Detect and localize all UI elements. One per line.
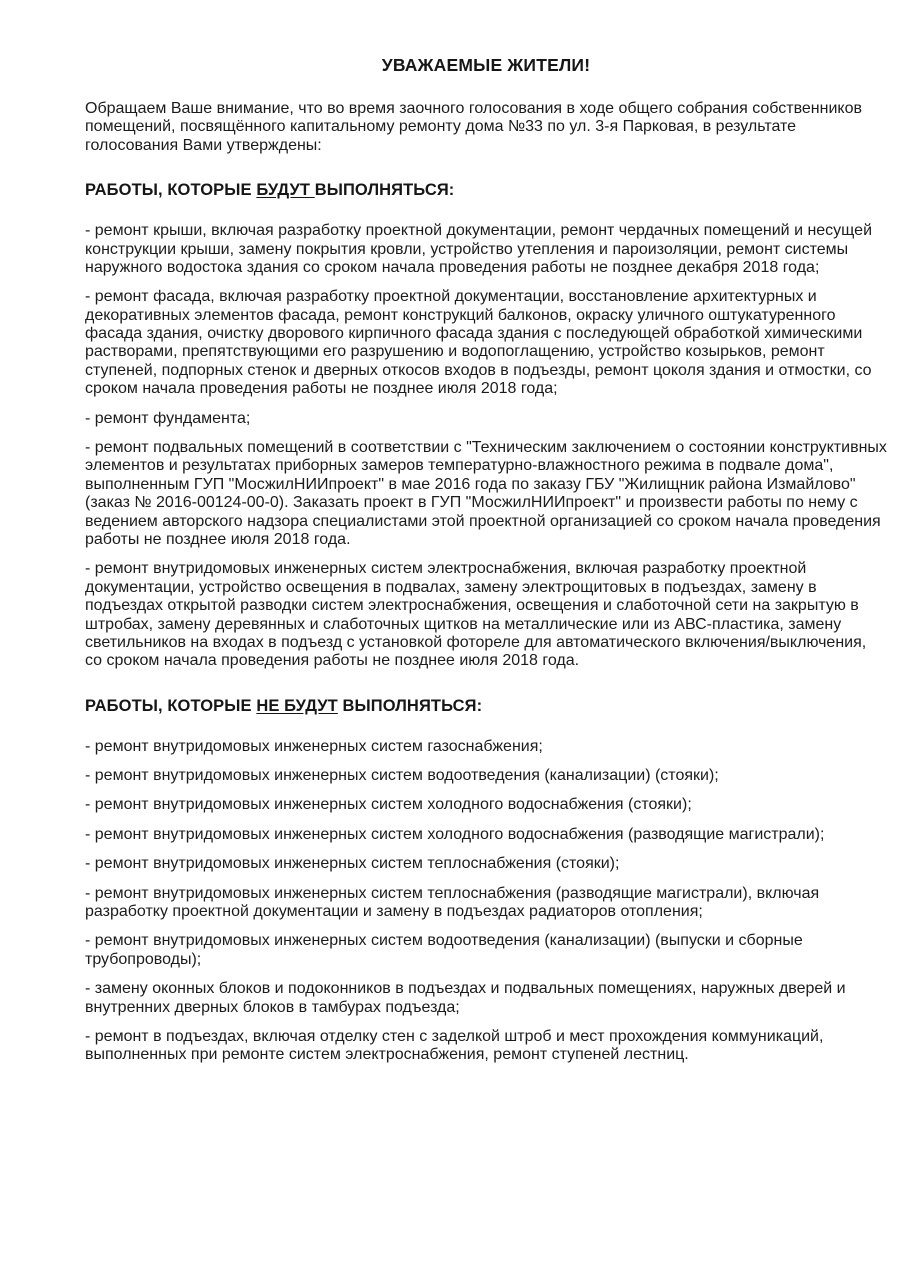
page-title: УВАЖАЕМЫЕ ЖИТЕЛИ!	[381, 55, 591, 75]
section-will-not-heading	[85, 697, 887, 716]
list-item: - ремонт внутридомовых инженерных систем водоотведения (канализации) (стояки);	[85, 767, 719, 785]
list-item: - ремонт в подъездах, включая отделку стен с заделкой штроб и мест прохождения коммуникаций, выполненных при ремонте систем электроснабжения, ремонт ступеней лестниц.	[85, 1028, 824, 1064]
list-item: - ремонт внутридомовых инженерных систем электроснабжения, включая разработку проектной документации, устройство освещения в подвалах, замену электрощитовых в подъездах, замену в подъездах открытой разводки систем электроснабжения, освещения и слаботочной сети на закрытую в штробах, замену деревянных и слаботочных щитков на металлические или из АВС-пластика, замену светильников на входах в подъезд с установкой фотореле для автоматического включения/выключения, со сроком начала проведения работы не позднее июля 2018 года.	[85, 560, 867, 670]
list-item: - ремонт крыши, включая разработку проектной документации, ремонт чердачных помещений и несущей конструкции крыши, замену покрытия кровли, устройство утепления и пароизоляции, ремонт системы наружного водостока здания со сроком начала проведения работы не позднее декабря 2018 года;	[85, 222, 872, 276]
list-item: - ремонт внутридомовых инженерных систем холодного водоснабжения (стояки);	[85, 796, 692, 814]
list-item: - ремонт фасада, включая разработку проектной документации, восстановление архитектурных и декоративных элементов фасада, ремонт конструкций балконов, окраску уличного оштукатуренного фасада здания, очистку дворового кирпичного фасада здания с последующей обработкой химическими растворами, препятствующими его разрушению и водопоглащению, устройство козырьков, ремонт ступеней, подпорных стенок и дверных откосов входов в подъезды, ремонт цоколя здания и отмостки, со сроком начала проведения работы не позднее июля 2018 года;	[85, 288, 872, 398]
list-item: - ремонт внутридомовых инженерных систем газоснабжения;	[85, 737, 543, 755]
heading-suffix: ВЫПОЛНЯТЬСЯ:	[314, 181, 455, 200]
document-content	[85, 54, 887, 1065]
list-item: - замену оконных блоков и подоконников в подъездах и подвальных помещениях, наружных дверей и внутренних дверных блоков в тамбурах подъезда;	[85, 980, 846, 1016]
list-item: - ремонт внутридомовых инженерных систем холодного водоснабжения (разводящие магистрали);	[85, 825, 825, 843]
list-item: - ремонт внутридомовых инженерных систем водоотведения (канализации) (выпуски и сборные трубопроводы);	[85, 932, 803, 968]
heading-suffix: ВЫПОЛНЯТЬСЯ:	[337, 696, 483, 715]
list-item: - ремонт фундамента;	[85, 409, 251, 427]
heading-underlined-word: НЕ БУДУТ	[256, 696, 338, 715]
heading-prefix: РАБОТЫ, КОТОРЫЕ	[85, 181, 257, 200]
section-will-heading	[85, 181, 887, 200]
list-item: - ремонт подвальных помещений в соответствии с "Техническим заключением о состоянии конструктивных элементов и результатах приборных замеров температурно-влажностного режима в подвале дома", выполненным ГУП "МосжилНИИпроект" в мае 2016 года по заказу ГБУ "Жилищник района Измайлово" (заказ № 2016-00124-00-0). Заказать проект в ГУП "МосжилНИИпроект" и произвести работы по нему с ведением авторского надзора специалистами этой проектной организацией со сроком начала проведения работы не позднее июля 2018 года.	[85, 439, 887, 548]
list-item: - ремонт внутридомовых инженерных систем теплоснабжения (стояки);	[85, 855, 620, 873]
list-item: - ремонт внутридомовых инженерных систем теплоснабжения (разводящие магистрали), включая разработку проектной документации и замену в подъездах радиаторов отопления;	[85, 884, 820, 921]
intro-paragraph: Обращаем Ваше внимание, что во время заочного голосования в ходе общего собрания собственников помещений, посвящённого капитальному ремонту дома №33 по ул. 3-я Парковая, в результате голосования Вами утверждены:	[85, 100, 862, 154]
heading-underlined-word: БУДУТ	[256, 181, 315, 200]
heading-prefix: РАБОТЫ, КОТОРЫЕ	[85, 696, 257, 715]
